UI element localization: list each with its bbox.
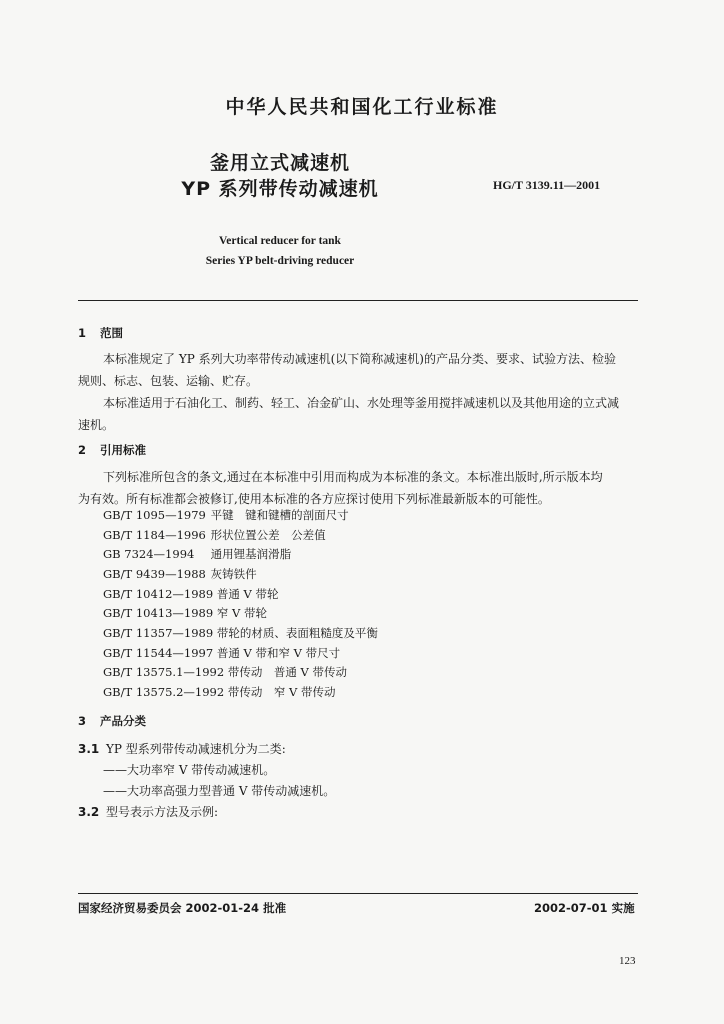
- reference-code: GB/T 11544—1997: [103, 646, 214, 660]
- section-3-number: 3: [78, 714, 87, 728]
- reference-title: 灰铸铁件: [210, 567, 257, 581]
- subsection-3-1-item1: ——大功率窄 V 带传动减速机。: [103, 763, 276, 777]
- section-1-heading: [78, 325, 123, 341]
- reference-item: [103, 625, 378, 641]
- section-2-heading: [78, 442, 146, 458]
- section-2-p1-line1: 下列标准所包含的条文,通过在本标准中引用而构成为本标准的条文。本标准出版时,所示版本均: [103, 470, 603, 484]
- standard-class-header: 中华人民共和国化工行业标准: [225, 96, 499, 118]
- subsection-3-1-item2: ——大功率高强力型普通 V 带传动减速机。: [103, 784, 336, 798]
- reference-title: 平键 键和键槽的剖面尺寸: [210, 508, 349, 522]
- section-2-p1-line2: 为有效。所有标准都会被修订,使用本标准的各方应探讨使用下列标准最新版本的可能性。: [78, 492, 550, 506]
- reference-title: 形状位置公差 公差值: [210, 528, 326, 542]
- subsection-3-1: [78, 740, 286, 757]
- reference-item: [103, 586, 278, 602]
- reference-code: GB/T 1184—1996: [103, 528, 206, 542]
- section-1-title: 范围: [100, 326, 123, 340]
- section-1-number: 1: [78, 326, 87, 340]
- standard-number: HG/T 3139.11—2001: [493, 178, 601, 192]
- title-cn-line1: 釜用立式减速机: [209, 152, 350, 174]
- reference-code: GB/T 13575.2—1992: [103, 685, 225, 699]
- reference-item: [103, 664, 347, 680]
- implementation-date: 2002-07-01 实施: [534, 901, 635, 915]
- reference-item: [103, 566, 257, 582]
- title-en-line1: Vertical reducer for tank: [219, 235, 341, 247]
- reference-title: 窄 V 带轮: [216, 606, 267, 620]
- reference-title: 带传动 普通 V 带传动: [227, 665, 347, 679]
- reference-item: [103, 684, 335, 700]
- subsection-3-1-number: 3.1: [78, 742, 100, 756]
- reference-code: GB 7324—1994: [103, 547, 195, 561]
- subsection-3-2-text: 型号表示方法及示例:: [106, 805, 219, 819]
- title-cn-line2: YP 系列带传动减速机: [181, 178, 379, 200]
- section-1-p1-line1: 本标准规定了 YP 系列大功率带传动减速机(以下简称减速机)的产品分类、要求、试验方法、检验: [103, 352, 616, 366]
- subsection-3-1-text: YP 型系列带传动减速机分为二类:: [106, 742, 286, 756]
- reference-code: GB/T 13575.1—1992: [103, 665, 225, 679]
- reference-item: [103, 546, 291, 562]
- title-en-line2: Series YP belt-driving reducer: [205, 255, 355, 267]
- reference-title: 带轮的材质、表面粗糙度及平衡: [216, 626, 378, 640]
- reference-title: 普通 V 带轮: [216, 587, 279, 601]
- reference-title: 通用锂基润滑脂: [210, 547, 292, 561]
- reference-code: GB/T 9439—1988: [103, 567, 206, 581]
- section-2-title: 引用标准: [100, 443, 146, 457]
- header-divider: [78, 300, 638, 301]
- section-1-p1-line2: 规则、标志、包装、运输、贮存。: [78, 374, 259, 388]
- reference-title: 普通 V 带和窄 V 带尺寸: [216, 646, 341, 660]
- reference-title: 带传动 窄 V 带传动: [227, 685, 336, 699]
- reference-item: [103, 527, 326, 543]
- reference-code: GB/T 11357—1989: [103, 626, 214, 640]
- reference-code: GB/T 1095—1979: [103, 508, 206, 522]
- approval-line: 国家经济贸易委员会 2002-01-24 批准: [78, 901, 287, 915]
- section-2-number: 2: [78, 443, 87, 457]
- reference-item: [103, 645, 340, 661]
- page-number: 123: [619, 955, 636, 967]
- reference-item: [103, 507, 349, 523]
- section-1-p2-line1: 本标准适用于石油化工、制药、轻工、冶金矿山、水处理等釜用搅拌减速机以及其他用途的立式减: [103, 396, 620, 410]
- reference-item: [103, 605, 267, 621]
- reference-code: GB/T 10413—1989: [103, 606, 214, 620]
- section-3-title: 产品分类: [100, 714, 146, 728]
- section-3-heading: [78, 713, 146, 729]
- subsection-3-2: [78, 803, 218, 820]
- footer-divider: [78, 893, 638, 894]
- section-1-p2-line2: 速机。: [78, 418, 115, 432]
- subsection-3-2-number: 3.2: [78, 805, 100, 819]
- reference-code: GB/T 10412—1989: [103, 587, 214, 601]
